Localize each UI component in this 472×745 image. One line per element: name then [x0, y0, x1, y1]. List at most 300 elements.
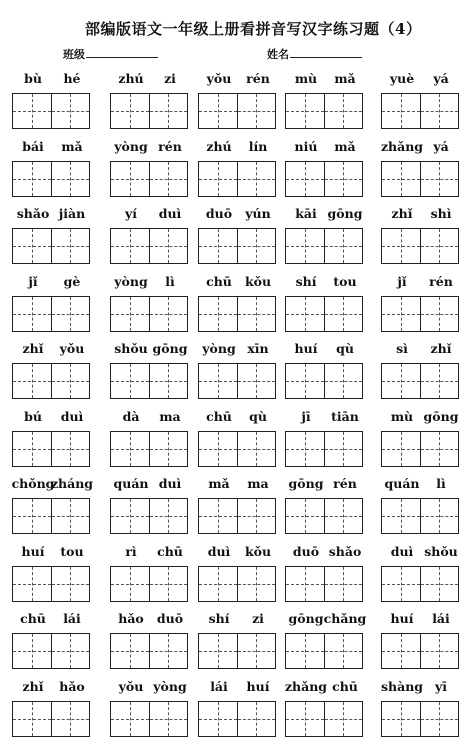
pinyin-syllable: mǎ [208, 476, 230, 491]
tianzige-cell[interactable] [420, 229, 459, 263]
pinyin-syllable: jǐ [397, 273, 407, 289]
tianzige-cell[interactable] [149, 297, 188, 331]
practice-word [198, 476, 278, 538]
tianzige-box-pair [381, 498, 459, 534]
guide-line-vertical [218, 297, 219, 331]
pinyin-syllable: zhǐ [22, 341, 44, 356]
tianzige-box-pair [285, 633, 363, 669]
guide-line-vertical [218, 432, 219, 466]
pinyin-syllable: chǒng [11, 476, 55, 491]
tianzige-cell[interactable] [13, 432, 51, 466]
tianzige-box-pair [12, 161, 90, 197]
practice-word [198, 139, 278, 201]
practice-word [110, 611, 190, 673]
practice-word [381, 476, 461, 538]
class-label: 班级 [63, 48, 85, 61]
guide-line-vertical [401, 567, 402, 601]
tianzige-box-pair [12, 566, 90, 602]
pinyin-syllable: yí [124, 206, 137, 221]
guide-line-vertical [130, 634, 131, 668]
pinyin-syllable: tou [333, 273, 357, 289]
pinyin-syllable: bù [24, 71, 42, 86]
guide-line-vertical [305, 432, 306, 466]
tianzige-cell[interactable] [324, 432, 363, 466]
practice-row [0, 274, 472, 340]
guide-line-vertical [70, 229, 71, 263]
practice-word [381, 679, 461, 741]
pinyin-syllable: lì [436, 476, 446, 491]
tianzige-cell[interactable] [420, 432, 459, 466]
tianzige-cell[interactable] [286, 432, 324, 466]
guide-line-vertical [401, 499, 402, 533]
tianzige-box-pair [381, 228, 459, 264]
guide-line-vertical [305, 499, 306, 533]
pinyin-syllable: mǎ [334, 138, 356, 154]
tianzige-box-pair [110, 701, 188, 737]
tianzige-cell[interactable] [111, 364, 149, 398]
pinyin-syllable: shǎo [16, 206, 50, 221]
tianzige-cell[interactable] [51, 229, 90, 263]
tianzige-cell[interactable] [382, 567, 420, 601]
tianzige-cell[interactable] [51, 364, 90, 398]
pinyin-syllable: duō [205, 206, 233, 221]
tianzige-cell[interactable] [420, 634, 459, 668]
guide-line-vertical [70, 634, 71, 668]
pinyin-syllable: huí [246, 678, 270, 694]
guide-line-vertical [439, 94, 440, 128]
tianzige-box-pair [12, 701, 90, 737]
pinyin-syllable: yī [434, 678, 447, 694]
guide-line-vertical [305, 297, 306, 331]
tianzige-cell[interactable] [382, 94, 420, 128]
pinyin-syllable: duì [158, 206, 182, 221]
class-blank[interactable] [86, 48, 158, 58]
name-field [267, 46, 362, 62]
guide-line-vertical [305, 364, 306, 398]
guide-line-vertical [70, 94, 71, 128]
guide-line-vertical [168, 432, 169, 466]
tianzige-box-pair [198, 296, 276, 332]
tianzige-box-pair [285, 431, 363, 467]
pinyin-syllable: mǎ [334, 71, 356, 86]
pinyin-syllable: chū [206, 408, 232, 424]
tianzige-cell[interactable] [237, 364, 276, 398]
pinyin-syllable: kǒu [244, 273, 272, 289]
tianzige-cell[interactable] [324, 162, 363, 196]
pinyin-syllable: dà [122, 408, 140, 424]
tianzige-cell[interactable] [420, 364, 459, 398]
tianzige-cell[interactable] [324, 94, 363, 128]
guide-line-vertical [168, 567, 169, 601]
pinyin-syllable: yòng [114, 138, 148, 154]
practice-row [0, 409, 472, 475]
tianzige-cell[interactable] [237, 634, 276, 668]
tianzige-box-pair [12, 228, 90, 264]
pinyin-syllable: gōng [288, 476, 324, 491]
guide-line-vertical [70, 432, 71, 466]
pinyin-syllable: gōng [327, 206, 363, 221]
tianzige-cell[interactable] [13, 364, 51, 398]
tianzige-cell[interactable] [111, 229, 149, 263]
tianzige-box-pair [381, 161, 459, 197]
pinyin-syllable: qù [249, 408, 267, 424]
pinyin-syllable: hǎo [59, 678, 85, 694]
pinyin-syllable: mǎ [61, 138, 83, 154]
tianzige-cell[interactable] [286, 94, 324, 128]
tianzige-cell[interactable] [199, 567, 237, 601]
pinyin-syllable: kǒu [244, 543, 272, 559]
practice-word [285, 206, 365, 268]
tianzige-box-pair [198, 363, 276, 399]
practice-row [0, 206, 472, 272]
pinyin-syllable: yá [433, 71, 449, 86]
practice-word [381, 544, 461, 606]
tianzige-box-pair [110, 228, 188, 264]
tianzige-cell[interactable] [286, 162, 324, 196]
tianzige-cell[interactable] [149, 432, 188, 466]
practice-word [12, 679, 92, 741]
tianzige-cell[interactable] [51, 162, 90, 196]
tianzige-cell[interactable] [199, 432, 237, 466]
guide-line-vertical [305, 634, 306, 668]
guide-line-vertical [401, 94, 402, 128]
tianzige-box-pair [110, 161, 188, 197]
pinyin-syllable: shì [430, 206, 452, 221]
tianzige-cell[interactable] [420, 297, 459, 331]
tianzige-cell[interactable] [51, 94, 90, 128]
pinyin-syllable: zháng [50, 476, 94, 491]
practice-word [110, 139, 190, 201]
tianzige-cell[interactable] [237, 229, 276, 263]
practice-word [285, 274, 365, 336]
guide-line-vertical [256, 499, 257, 533]
pinyin-syllable: rén [158, 138, 182, 154]
practice-word [12, 274, 92, 336]
pinyin-syllable: kāi [295, 206, 317, 221]
pinyin-syllable: lín [248, 138, 268, 154]
tianzige-box-pair [381, 566, 459, 602]
practice-word [285, 409, 365, 471]
practice-row [0, 544, 472, 610]
tianzige-cell[interactable] [237, 567, 276, 601]
pinyin-syllable: zhú [206, 138, 232, 154]
tianzige-cell[interactable] [286, 297, 324, 331]
tianzige-cell[interactable] [51, 567, 90, 601]
practice-row [0, 476, 472, 542]
guide-line-vertical [343, 297, 344, 331]
pinyin-syllable: ma [247, 476, 269, 491]
guide-line-vertical [256, 364, 257, 398]
pinyin-syllable: huí [294, 341, 318, 356]
tianzige-cell[interactable] [111, 499, 149, 533]
tianzige-cell[interactable] [111, 297, 149, 331]
page-title: 部编版语文一年级上册看拼音写汉字练习题（4） [85, 20, 422, 38]
pinyin-syllable: shí [295, 273, 317, 289]
tianzige-cell[interactable] [324, 364, 363, 398]
tianzige-cell[interactable] [51, 432, 90, 466]
guide-line-vertical [256, 432, 257, 466]
tianzige-box-pair [12, 431, 90, 467]
tianzige-cell[interactable] [111, 567, 149, 601]
tianzige-cell[interactable] [199, 94, 237, 128]
tianzige-cell[interactable] [237, 162, 276, 196]
practice-word [285, 139, 365, 201]
pinyin-syllable: yún [245, 206, 271, 221]
practice-row [0, 71, 472, 137]
tianzige-box-pair [381, 363, 459, 399]
tianzige-cell[interactable] [111, 162, 149, 196]
tianzige-cell[interactable] [420, 162, 459, 196]
pinyin-syllable: quán [113, 476, 149, 491]
pinyin-syllable: shǒu [114, 341, 148, 356]
practice-word [198, 274, 278, 336]
guide-line-vertical [305, 94, 306, 128]
guide-line-vertical [256, 634, 257, 668]
pinyin-syllable: tou [60, 543, 84, 559]
guide-line-vertical [70, 364, 71, 398]
guide-line-vertical [343, 432, 344, 466]
tianzige-box-pair [12, 296, 90, 332]
pinyin-syllable: yá [433, 138, 449, 154]
guide-line-vertical [439, 432, 440, 466]
tianzige-cell[interactable] [149, 567, 188, 601]
pinyin-syllable: duì [390, 543, 414, 559]
tianzige-cell[interactable] [149, 364, 188, 398]
practice-row [0, 679, 472, 745]
tianzige-cell[interactable] [237, 499, 276, 533]
guide-line-vertical [168, 499, 169, 533]
tianzige-cell[interactable] [13, 162, 51, 196]
practice-word [285, 611, 365, 673]
practice-word [381, 341, 461, 403]
guide-line-vertical [343, 94, 344, 128]
guide-line-vertical [256, 567, 257, 601]
tianzige-cell[interactable] [237, 297, 276, 331]
guide-line-vertical [70, 297, 71, 331]
tianzige-cell[interactable] [149, 162, 188, 196]
tianzige-cell[interactable] [199, 634, 237, 668]
pinyin-syllable: sì [396, 341, 408, 356]
tianzige-cell[interactable] [286, 229, 324, 263]
tianzige-cell[interactable] [324, 297, 363, 331]
tianzige-cell[interactable] [111, 94, 149, 128]
practice-word [381, 611, 461, 673]
practice-word [381, 71, 461, 133]
pinyin-syllable: hé [63, 71, 81, 86]
tianzige-box-pair [198, 498, 276, 534]
tianzige-cell[interactable] [51, 634, 90, 668]
pinyin-syllable: lì [165, 273, 175, 289]
guide-line-vertical [305, 567, 306, 601]
guide-line-vertical [32, 229, 33, 263]
pinyin-syllable: bái [22, 138, 44, 154]
tianzige-box-pair [381, 296, 459, 332]
practice-word [285, 341, 365, 403]
guide-line-vertical [32, 297, 33, 331]
tianzige-cell[interactable] [382, 229, 420, 263]
tianzige-cell[interactable] [149, 499, 188, 533]
guide-line-vertical [130, 364, 131, 398]
guide-line-vertical [343, 634, 344, 668]
guide-line-vertical [343, 364, 344, 398]
pinyin-syllable: yòng [153, 678, 187, 694]
guide-line-vertical [439, 162, 440, 196]
practice-word [12, 611, 92, 673]
tianzige-cell[interactable] [199, 364, 237, 398]
guide-line-vertical [439, 634, 440, 668]
pinyin-syllable: duì [207, 543, 231, 559]
pinyin-syllable: shí [208, 611, 230, 626]
tianzige-cell[interactable] [13, 499, 51, 533]
tianzige-cell[interactable] [286, 567, 324, 601]
pinyin-syllable: zhǎng [380, 138, 424, 154]
tianzige-box-pair [285, 566, 363, 602]
practice-word [198, 679, 278, 741]
tianzige-cell[interactable] [13, 229, 51, 263]
guide-line-vertical [32, 499, 33, 533]
pinyin-syllable: yòng [202, 341, 236, 356]
tianzige-cell[interactable] [324, 567, 363, 601]
tianzige-box-pair [198, 566, 276, 602]
tianzige-cell[interactable] [237, 94, 276, 128]
tianzige-cell[interactable] [199, 162, 237, 196]
tianzige-cell[interactable] [13, 297, 51, 331]
pinyin-syllable: jī [301, 408, 311, 424]
tianzige-cell[interactable] [237, 432, 276, 466]
guide-line-vertical [168, 229, 169, 263]
pinyin-syllable: rì [125, 543, 137, 559]
guide-line-vertical [401, 229, 402, 263]
practice-word [12, 476, 92, 538]
pinyin-syllable: mù [390, 408, 414, 424]
tianzige-cell[interactable] [199, 297, 237, 331]
tianzige-box-pair [12, 93, 90, 129]
pinyin-syllable: jǐ [28, 273, 38, 289]
guide-line-vertical [168, 634, 169, 668]
tianzige-cell[interactable] [382, 162, 420, 196]
practice-word [110, 206, 190, 268]
tianzige-box-pair [198, 431, 276, 467]
practice-word [12, 544, 92, 606]
tianzige-cell[interactable] [286, 364, 324, 398]
tianzige-cell[interactable] [382, 432, 420, 466]
guide-line-vertical [439, 229, 440, 263]
tianzige-box-pair [110, 566, 188, 602]
guide-line-vertical [439, 567, 440, 601]
practice-word [285, 544, 365, 606]
tianzige-box-pair [12, 363, 90, 399]
tianzige-cell[interactable] [382, 499, 420, 533]
guide-line-vertical [401, 297, 402, 331]
pinyin-syllable: niú [294, 138, 318, 154]
practice-word [110, 679, 190, 741]
practice-word [285, 476, 365, 538]
guide-line-vertical [70, 499, 71, 533]
pinyin-syllable: lái [432, 611, 450, 626]
tianzige-cell[interactable] [13, 634, 51, 668]
tianzige-cell[interactable] [51, 297, 90, 331]
guide-line-vertical [343, 499, 344, 533]
tianzige-box-pair [198, 633, 276, 669]
practice-row [0, 611, 472, 677]
tianzige-cell[interactable] [199, 499, 237, 533]
tianzige-box-pair [12, 498, 90, 534]
tianzige-cell[interactable] [149, 229, 188, 263]
guide-line-vertical [32, 364, 33, 398]
tianzige-box-pair [110, 498, 188, 534]
tianzige-cell[interactable] [111, 634, 149, 668]
tianzige-cell[interactable] [420, 567, 459, 601]
tianzige-cell[interactable] [324, 229, 363, 263]
tianzige-cell[interactable] [382, 297, 420, 331]
guide-line-vertical [218, 162, 219, 196]
practice-row [0, 341, 472, 407]
pinyin-syllable: gōng [423, 408, 459, 424]
pinyin-syllable: zhǐ [430, 341, 452, 356]
pinyin-syllable: gōng [288, 611, 324, 626]
tianzige-box-pair [198, 93, 276, 129]
tianzige-cell[interactable] [324, 499, 363, 533]
guide-line-vertical [401, 364, 402, 398]
tianzige-box-pair [110, 296, 188, 332]
pinyin-syllable: jiàn [58, 206, 86, 221]
pinyin-syllable: duō [156, 611, 184, 626]
practice-word [110, 476, 190, 538]
tianzige-cell[interactable] [286, 499, 324, 533]
tianzige-box-pair [285, 161, 363, 197]
tianzige-cell[interactable] [51, 499, 90, 533]
guide-line-vertical [130, 567, 131, 601]
practice-word [381, 274, 461, 336]
tianzige-box-pair [110, 93, 188, 129]
name-blank[interactable] [290, 48, 362, 58]
tianzige-cell[interactable] [382, 364, 420, 398]
tianzige-cell[interactable] [382, 634, 420, 668]
guide-line-vertical [305, 229, 306, 263]
pinyin-syllable: yǒu [206, 71, 232, 86]
guide-line-vertical [439, 499, 440, 533]
tianzige-cell[interactable] [420, 499, 459, 533]
pinyin-syllable: zhú [118, 71, 144, 86]
pinyin-syllable: zhǎng [284, 678, 328, 694]
practice-word [12, 71, 92, 133]
tianzige-cell[interactable] [286, 634, 324, 668]
pinyin-syllable: rén [429, 273, 453, 289]
tianzige-cell[interactable] [111, 432, 149, 466]
tianzige-cell[interactable] [149, 634, 188, 668]
guide-line-vertical [305, 162, 306, 196]
guide-line-vertical [256, 94, 257, 128]
practice-word [12, 341, 92, 403]
guide-line-vertical [401, 162, 402, 196]
tianzige-cell[interactable] [13, 94, 51, 128]
pinyin-syllable: gè [63, 273, 81, 289]
tianzige-cell[interactable] [149, 94, 188, 128]
pinyin-syllable: duì [158, 476, 182, 491]
guide-line-vertical [130, 162, 131, 196]
tianzige-cell[interactable] [324, 634, 363, 668]
pinyin-syllable: hǎo [118, 611, 144, 626]
guide-line-vertical [32, 94, 33, 128]
guide-line-vertical [130, 94, 131, 128]
tianzige-cell[interactable] [13, 567, 51, 601]
guide-line-vertical [343, 162, 344, 196]
tianzige-cell[interactable] [199, 229, 237, 263]
tianzige-cell[interactable] [420, 94, 459, 128]
pinyin-syllable: shàng [380, 678, 424, 694]
practice-word [198, 544, 278, 606]
guide-line-vertical [130, 229, 131, 263]
